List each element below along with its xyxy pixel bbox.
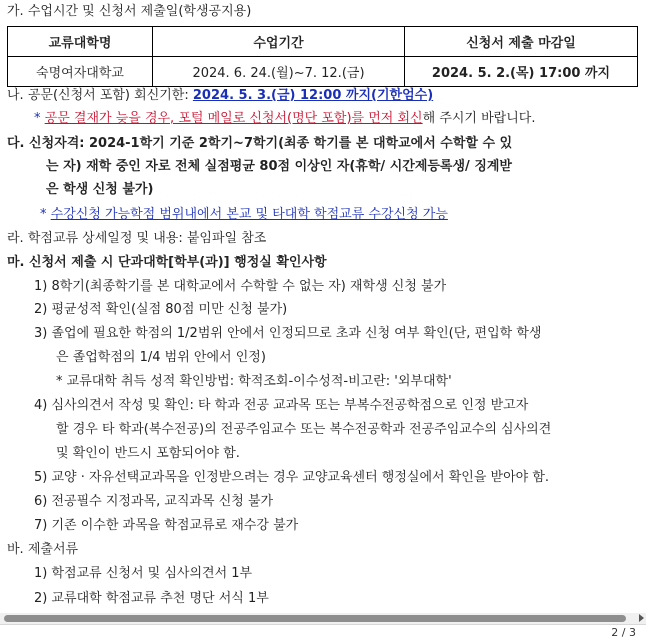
reply-deadline: 2024. 5. 3.(금) 12:00 까지(기한엄수): [192, 88, 434, 103]
list-item: 2) 평균성적 확인(실점 80점 미만 신청 불가): [34, 302, 288, 317]
na-note-tail: 해 주시기 바랍니다.: [422, 111, 536, 126]
section-da-line2: 는 자) 재학 중인 자로 전체 실점평균 80점 이상인 자(휴학/ 시간제등록생/ 징계받: [46, 159, 512, 174]
list-item-note: * 교류대학 취득 성적 확인방법: 학적조회-이수성적-비고란: '외부대학': [56, 374, 452, 389]
note-star: *: [34, 111, 41, 126]
section-ba-title: 바. 제출서류: [7, 542, 79, 557]
da-note-text: 수강신청 가능학점 범위내에서 본교 및 타대학 학점교류 수강신청 가능: [50, 207, 448, 222]
list-item: 1) 학점교류 신청서 및 심사의견서 1부: [34, 566, 253, 581]
list-item-continued: 은 졸업학점의 1/4 범위 안에서 인정): [56, 350, 266, 365]
section-da-line1: 다. 신청자격: 2024-1학기 기준 2학기~7학기(최종 학기를 본 대학교에서 수학할 수 있: [7, 136, 513, 151]
table-row: [8, 57, 638, 87]
section-ma-title: 마. 신청서 제출 시 단과대학[학부(과)] 행정실 확인사항: [7, 255, 327, 270]
list-item: 5) 교양 · 자유선택교과목을 인정받으려는 경우 교양교육센터 행정실에서 확인을 받아야 함.: [34, 470, 550, 485]
list-item-continued: 및 확인이 반드시 포함되어야 함.: [56, 446, 240, 461]
list-item: 2) 교류대학 학점교류 추천 명단 서식 1부: [34, 591, 269, 606]
list-item: 4) 심사의견서 작성 및 확인: 타 학과 전공 교과목 또는 부복수전공학점으로 인정 받고자: [34, 398, 529, 413]
section-na: [7, 86, 433, 106]
horizontal-scrollbar[interactable]: [0, 613, 646, 624]
list-item: 3) 졸업에 필요한 학점의 1/2범위 안에서 인정되므로 초과 신청 여부 확인(단, 편입학 학생: [34, 326, 542, 341]
section-ga-title: 가. 수업시간 및 신청서 제출일(학생공지용): [7, 4, 252, 19]
table-header-row: [8, 27, 638, 57]
list-item: 1) 8학기(최종학기를 본 대학교에서 수학할 수 없는 자) 재학생 신청 불가: [34, 279, 447, 294]
cell-university: 숙명여자대학교: [8, 57, 153, 87]
schedule-table: [7, 26, 638, 87]
viewer-footer: [0, 624, 646, 639]
list-item-continued: 할 경우 타 학과(복수전공)의 전공주임교수 또는 복수전공학과 전공주임교수의 심사의견: [56, 422, 552, 437]
page-indicator: 2 / 3: [611, 626, 636, 639]
header-university: 교류대학명: [8, 27, 153, 57]
note-star: *: [40, 207, 47, 222]
section-na-prefix: 나. 공문(신청서 포함) 회신기한:: [7, 88, 193, 103]
na-note-text: 공문 결재가 늦을 경우, 포털 메일로 신청서(명단 포함)를 먼저 회신: [44, 111, 423, 126]
list-item: 7) 기존 이수한 과목을 학점교류로 재수강 불가: [34, 518, 299, 533]
scrollbar-thumb[interactable]: [4, 615, 626, 622]
header-period: 수업기간: [153, 27, 405, 57]
cell-period: 2024. 6. 24.(월)~7. 12.(금): [153, 57, 405, 87]
cell-deadline: 2024. 5. 2.(목) 17:00 까지: [405, 57, 638, 87]
scroll-right-arrow-icon[interactable]: [639, 614, 644, 622]
section-na-note: [34, 109, 536, 129]
list-item: 6) 전공필수 지정과목, 교직과목 신청 불가: [34, 494, 274, 509]
section-da-line3: 은 학생 신청 불가): [46, 182, 154, 197]
header-deadline: 신청서 제출 마감일: [405, 27, 638, 57]
section-da-note: [40, 205, 448, 225]
section-ra: 라. 학점교류 상세일정 및 내용: 붙임파일 참조: [7, 231, 267, 246]
